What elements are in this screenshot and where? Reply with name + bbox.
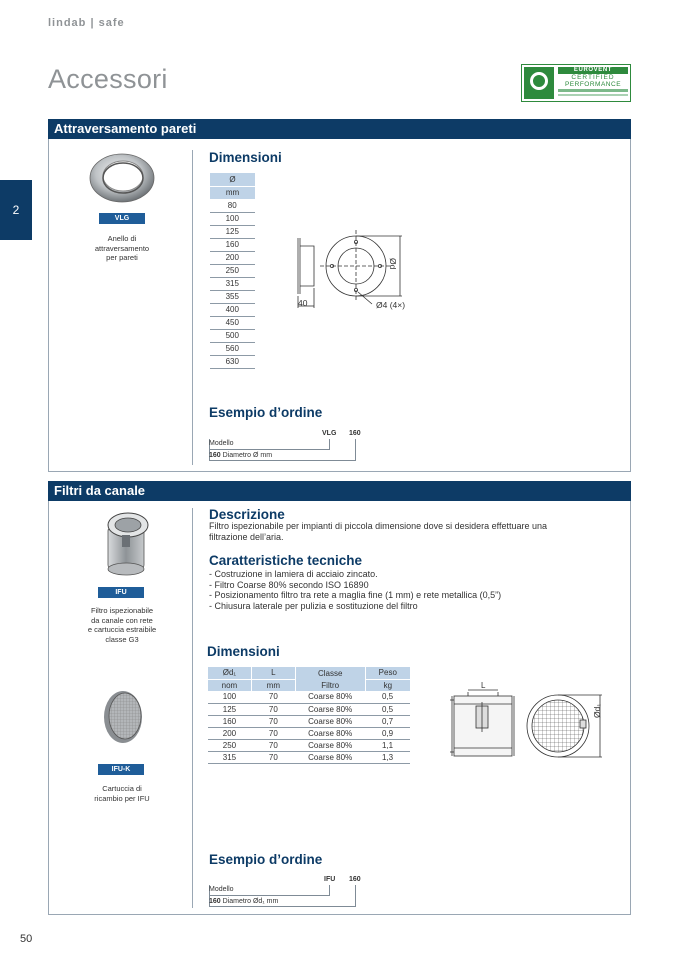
header-cell: kg (365, 679, 410, 691)
product-code-badge-ifu-k: IFU-K (98, 764, 144, 775)
table-cell: 560 (210, 342, 256, 355)
section-divider (192, 150, 193, 465)
header-cell: Classe (295, 667, 365, 679)
table-cell: 200 (210, 251, 256, 264)
eurovent-name: EUROVENT (558, 67, 628, 74)
drawing-label-diameter: Ød₁ (592, 703, 602, 718)
drawing-label-holes: Ø4 (4×) (376, 300, 406, 310)
table-cell: 355 (210, 290, 256, 303)
dimensions-heading: Dimensioni (209, 150, 282, 165)
brand-logo: lindab | safe (48, 17, 125, 29)
table-row: 125 70 Coarse 80% 0,5 (208, 703, 411, 715)
drawing-label-width: 40 (298, 298, 308, 308)
table-cell: 315 (210, 277, 256, 290)
drawing-label-diameter: Ød (388, 258, 398, 270)
product-code-badge-ifu: IFU (98, 587, 144, 598)
eurovent-certification-badge (521, 64, 631, 102)
table-cell: 125 (210, 225, 256, 238)
header-unit: mm (210, 186, 256, 199)
description-text: Filtro ispezionabile per impianti di piccola dimensione dove si desidera effettuare una filtrazione dell’aria. (209, 521, 548, 542)
order-size-desc: 160 Diametro Ø mm (209, 452, 273, 459)
order-example-heading: Esempio d’ordine (209, 852, 323, 867)
table-row: 200 70 Coarse 80% 0,9 (208, 727, 411, 739)
order-example-heading: Esempio d’ordine (209, 405, 323, 420)
header-cell: mm (251, 679, 295, 691)
header-cell: L (251, 667, 295, 679)
ifu-dimensions-table (207, 667, 410, 764)
section-title-filtri: Filtri da canale (48, 481, 631, 501)
order-model-code: IFU (324, 876, 336, 883)
description-heading: Descrizione (209, 507, 285, 522)
chapter-tab: 2 (0, 180, 32, 240)
list-item: - Costruzione in lamiera di acciaio zincato. (209, 569, 378, 579)
eurovent-logo-icon (524, 67, 554, 99)
table-cell: 250 (210, 264, 256, 277)
section-divider (192, 508, 193, 908)
order-model-code: VLG (322, 430, 337, 437)
technical-features-heading: Caratteristiche tecniche (209, 553, 363, 568)
order-label-model: Modello (209, 440, 234, 447)
table-row: 100 70 Coarse 80% 0,5 (208, 691, 411, 703)
order-model-size: 160 (349, 430, 361, 437)
technical-features-list (209, 569, 501, 611)
order-size-desc: 160 Diametro Ød₁ mm (209, 898, 279, 905)
list-item: - Filtro Coarse 80% secondo ISO 16890 (209, 579, 369, 590)
ifu-technical-drawing (446, 678, 606, 764)
eurovent-line1: CERTIFIED (571, 74, 615, 81)
table-cell: 80 (210, 199, 256, 212)
list-item: - Posizionamento filtro tra rete a maglia fine (1 mm) e rete metallica (0,5”) (209, 590, 502, 600)
table-cell: 500 (210, 329, 256, 342)
table-cell: 160 (210, 238, 256, 251)
order-model-size: 160 (349, 876, 361, 883)
order-label-model: Modello (209, 886, 234, 893)
vlg-dimensions-table (209, 173, 255, 369)
list-item: - Chiusura laterale per pulizia e sostituzione del filtro (209, 600, 418, 611)
header-cell: Peso (365, 667, 410, 679)
vlg-product-image (88, 152, 156, 204)
dimensions-heading: Dimensioni (207, 644, 280, 659)
ifu-product-image (98, 509, 154, 577)
section-title-attraversamento: Attraversamento pareti (48, 119, 631, 139)
drawing-label-length: L (481, 681, 486, 690)
header-cell: nom (208, 679, 252, 691)
table-cell: 630 (210, 355, 256, 368)
product-code-badge-vlg: VLG (99, 213, 145, 224)
table-row: 160 70 Coarse 80% 0,7 (208, 715, 411, 727)
header-cell: Ød₁ (208, 667, 252, 679)
product-caption-vlg: Anello di attraversamento per pareti (94, 234, 150, 262)
page-title: Accessori (48, 64, 168, 94)
table-cell: 100 (210, 212, 256, 225)
page-number: 50 (20, 933, 33, 945)
table-cell: 450 (210, 316, 256, 329)
product-caption-ifu-k: Cartuccia di ricambio per IFU (94, 784, 150, 803)
ifu-k-product-image (102, 689, 144, 745)
eurovent-line2: PERFORMANCE (564, 81, 622, 88)
table-row: 250 70 Coarse 80% 1,1 (208, 739, 411, 751)
header-cell: Filtro (295, 679, 365, 691)
table-row: 315 70 Coarse 80% 1,3 (208, 751, 411, 763)
table-cell: 400 (210, 303, 256, 316)
product-caption-ifu: Filtro ispezionabile da canale con rete e cartuccia estraibile classe G3 (87, 606, 157, 644)
header-diameter: Ø (210, 173, 256, 186)
